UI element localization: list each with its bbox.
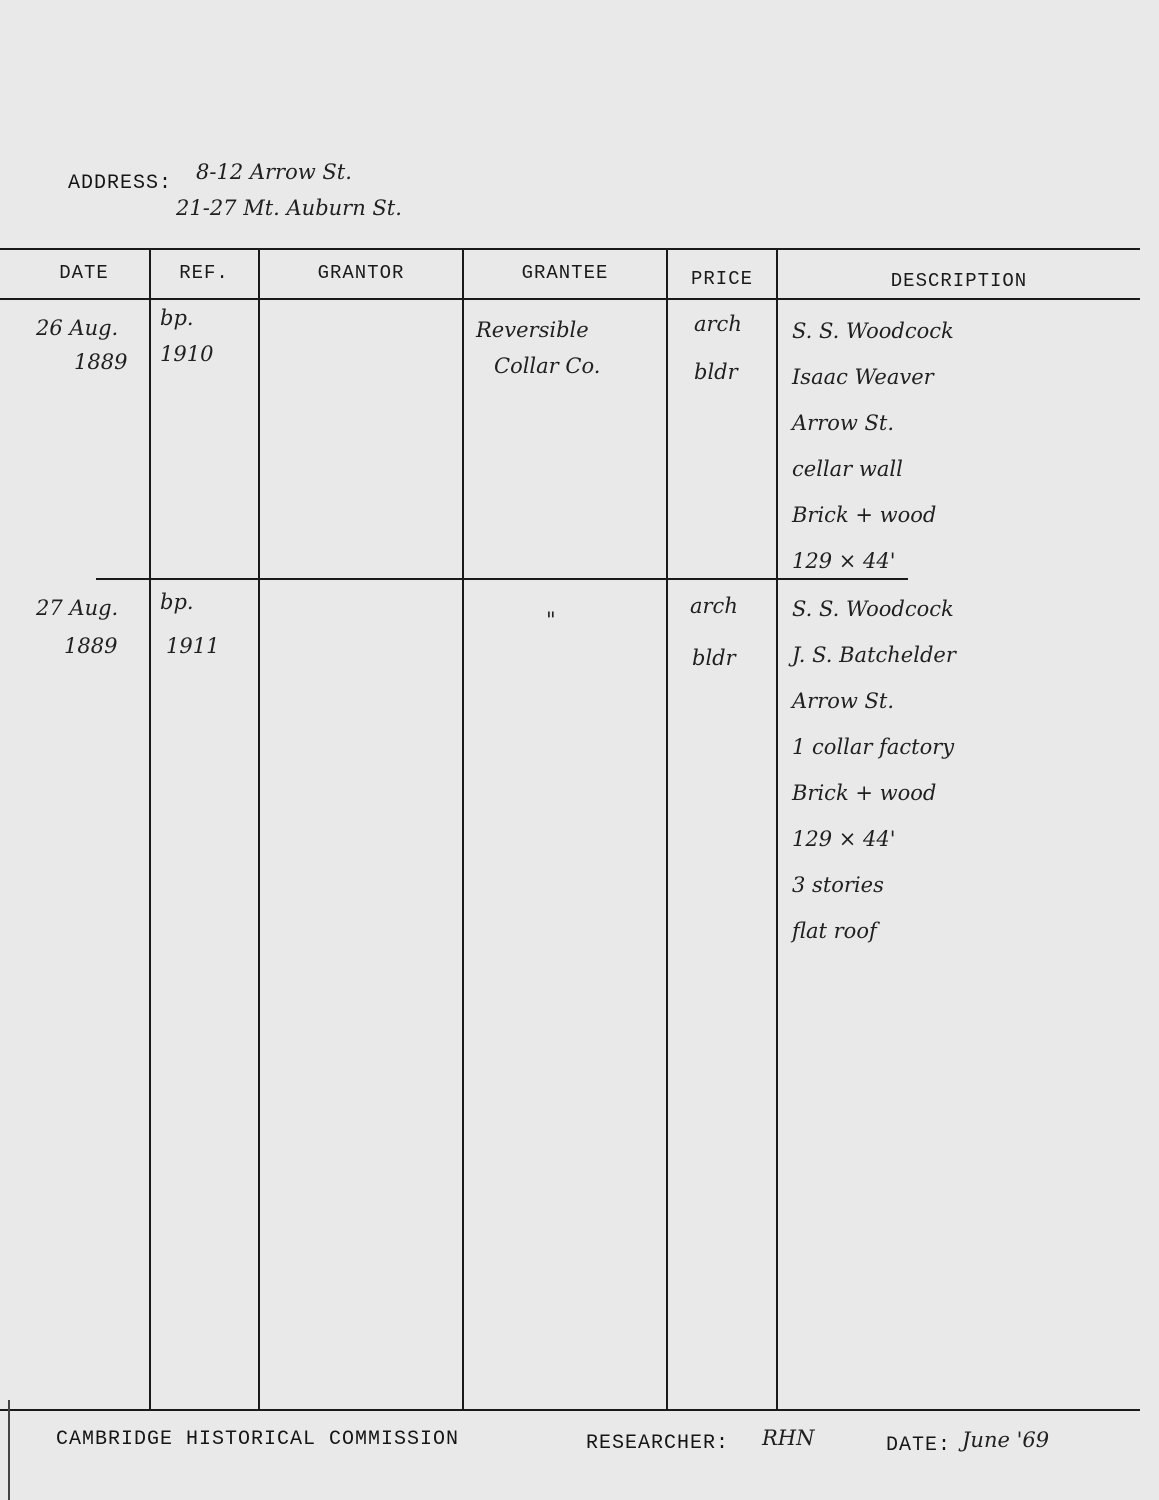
- description-line: Isaac Weaver: [792, 365, 934, 389]
- header-bottom-rule: [0, 298, 1140, 300]
- row-date-year: 1889: [64, 634, 118, 658]
- row-date-day: 26 Aug.: [36, 316, 119, 340]
- sheet-edge: [0, 1400, 10, 1500]
- footer-date-label: DATE:: [886, 1434, 952, 1457]
- description-line: J. S. Batchelder: [792, 643, 956, 667]
- description-line: cellar wall: [792, 457, 903, 481]
- row-ref-number: 1910: [160, 342, 214, 366]
- address-line-2: 21-27 Mt. Auburn St.: [176, 196, 402, 220]
- table-top-rule: [0, 248, 1140, 250]
- column-header-grantee: GRANTEE: [521, 262, 609, 284]
- row-date-day: 27 Aug.: [36, 596, 119, 620]
- description-line: 1 collar factory: [792, 735, 955, 759]
- column-divider-ref-grantor: [258, 249, 260, 1409]
- column-divider-grantee-price: [666, 249, 668, 1409]
- table-bottom-rule: [0, 1409, 1140, 1411]
- row-grantee-line-1: Reversible: [476, 318, 589, 342]
- description-line: Arrow St.: [792, 411, 895, 435]
- description-line: Arrow St.: [792, 689, 895, 713]
- researcher-initials: RHN: [762, 1426, 815, 1450]
- column-divider-price-description: [776, 249, 778, 1409]
- description-line: S. S. Woodcock: [792, 597, 954, 621]
- column-divider-grantor-grantee: [462, 249, 464, 1409]
- row-ref-book: bp.: [160, 306, 194, 330]
- row-ref-number: 1911: [166, 634, 220, 658]
- address-label: ADDRESS:: [68, 172, 173, 195]
- description-line: flat roof: [792, 919, 877, 943]
- description-line: Brick + wood: [792, 503, 937, 527]
- column-header-date: DATE: [59, 262, 109, 284]
- row-description: [792, 316, 1142, 592]
- row-divider: [96, 578, 908, 580]
- row-date-year: 1889: [74, 350, 128, 374]
- row-grantee-line-2: Collar Co.: [494, 354, 601, 378]
- address-line-1: 8-12 Arrow St.: [196, 160, 352, 184]
- row-ref-book: bp.: [160, 590, 194, 614]
- row-grantee-ditto: ": [546, 608, 556, 632]
- row-price-line-1: arch: [694, 312, 742, 336]
- column-header-description: DESCRIPTION: [890, 270, 1028, 292]
- row-price-line-2: bldr: [694, 360, 738, 384]
- row-price-line-2: bldr: [692, 646, 736, 670]
- footer-date-value: June '69: [962, 1428, 1050, 1452]
- row-description: [792, 594, 1142, 962]
- row-price-line-1: arch: [690, 594, 738, 618]
- description-line: S. S. Woodcock: [792, 319, 954, 343]
- column-divider-date-ref: [149, 249, 151, 1409]
- description-line: 129 × 44': [792, 827, 896, 851]
- researcher-label: RESEARCHER:: [586, 1432, 730, 1455]
- column-header-grantor: GRANTOR: [317, 262, 405, 284]
- description-line: Brick + wood: [792, 781, 937, 805]
- column-header-price: PRICE: [690, 268, 753, 290]
- commission-name: CAMBRIDGE HISTORICAL COMMISSION: [56, 1428, 460, 1451]
- description-line: 129 × 44': [792, 549, 896, 573]
- column-header-ref: REF.: [179, 262, 229, 284]
- description-line: 3 stories: [792, 873, 884, 897]
